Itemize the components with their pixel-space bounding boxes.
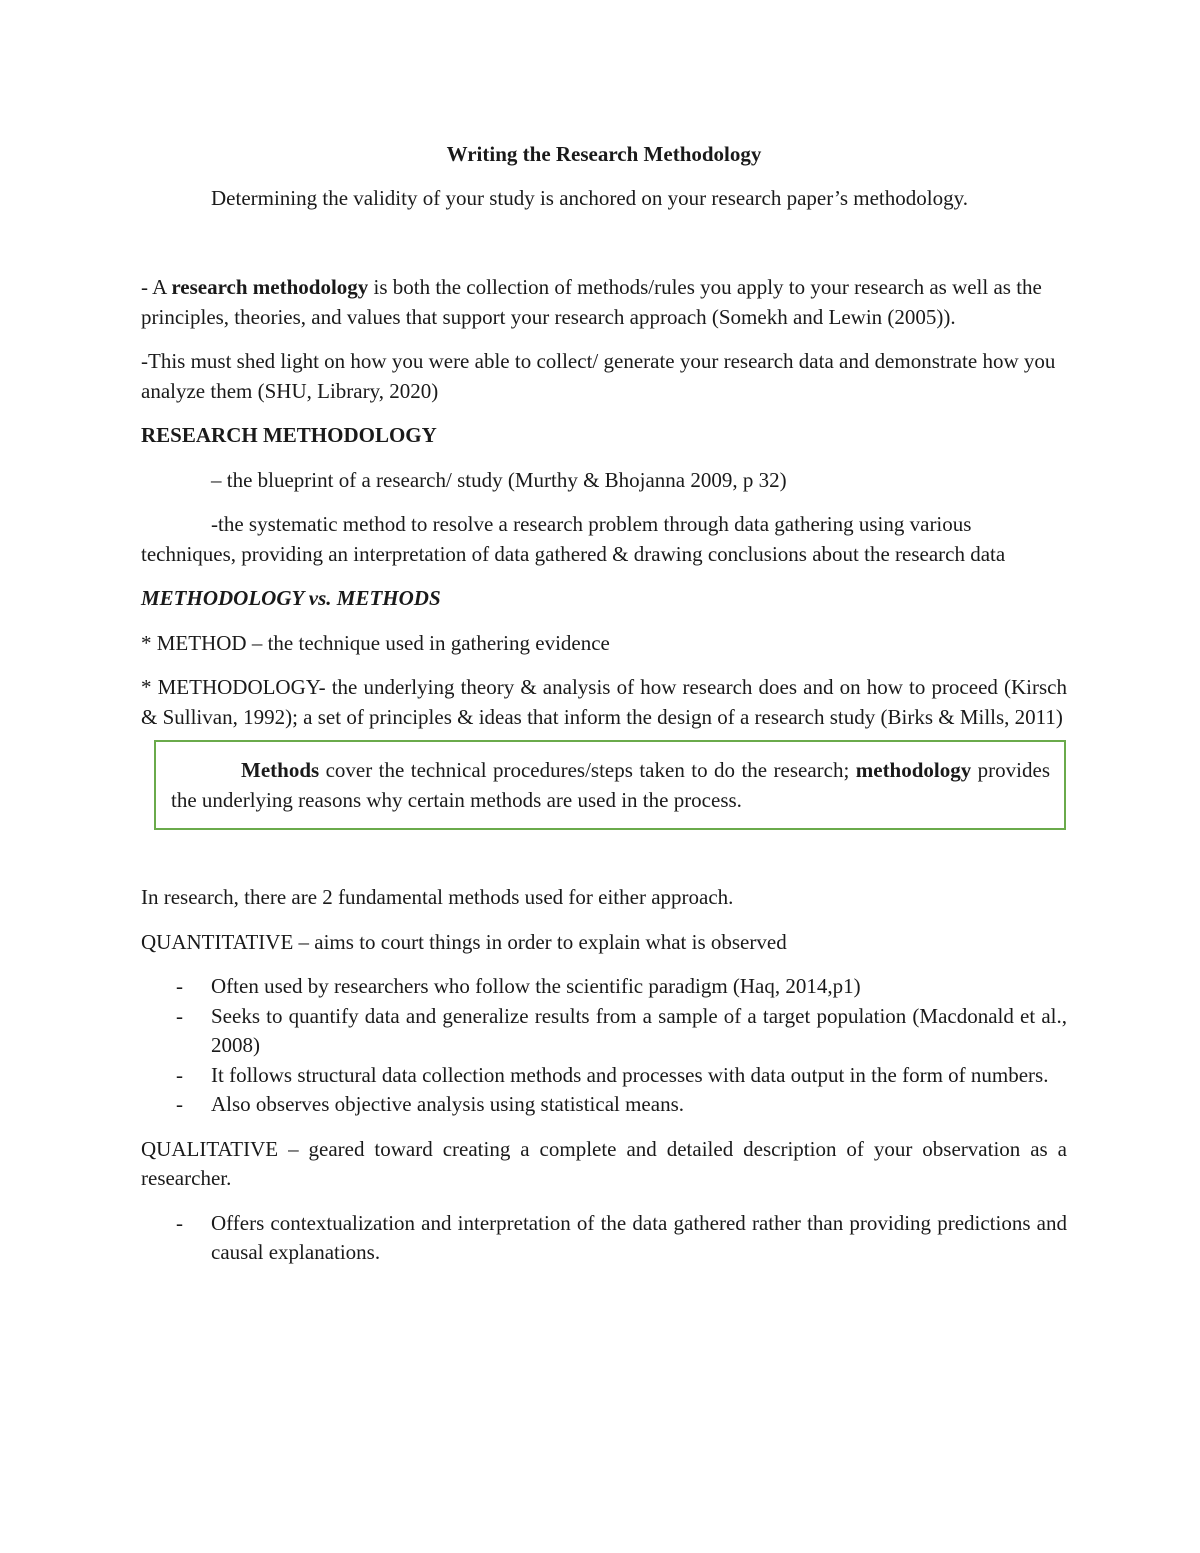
methodology-definition: * METHODOLOGY- the underlying theory & analysis of how research does and on how to proceed (Kirsch & Sullivan, 1992); a set of principles & ideas that inform the design of a research study (Birks & Mills, 2011)	[141, 675, 1067, 729]
list-item-text: Offers contextualization and interpretation of the data gathered rather than providing predictions and causal explanations.	[211, 1210, 1067, 1264]
callout-text-part2: provides the underlying reasons why certain methods are used in the process.	[171, 758, 1050, 812]
document-title: Writing the Research Methodology	[446, 142, 762, 166]
para1-prefix: - A	[141, 275, 172, 299]
dash-marker: -	[176, 1062, 183, 1087]
document-page	[141, 140, 1067, 1283]
callout-text	[171, 756, 1050, 815]
list-item	[141, 1090, 1067, 1120]
qualitative-lead: QUALITATIVE – geared toward creating a complete and detailed description of your observation as a researcher.	[141, 1136, 1067, 1190]
methodology-definition-paragraph	[141, 273, 1067, 332]
systematic-method-definition: -the systematic method to resolve a research problem through data gathering using various techniques, providing an interpretation of data gathered & drawing conclusions about the research data	[141, 512, 1006, 566]
quantitative-lead: QUANTITATIVE – aims to court things in order to explain what is observed	[141, 929, 787, 954]
callout-text-part1: cover the technical procedures/steps taken to do the research;	[319, 758, 856, 782]
research-methodology-heading: RESEARCH METHODOLOGY	[141, 423, 437, 447]
list-item-text: Also observes objective analysis using statistical means.	[211, 1092, 684, 1116]
dash-marker: -	[176, 1003, 183, 1028]
method-definition: * METHOD – the technique used in gathering evidence	[141, 630, 610, 655]
fundamental-methods-paragraph: In research, there are 2 fundamental methods used for either approach.	[141, 885, 734, 909]
list-item-text: Often used by researchers who follow the scientific paradigm (Haq, 2014,p1)	[211, 974, 861, 998]
list-item	[141, 1002, 1067, 1061]
methods-methodology-callout	[154, 740, 1066, 830]
dash-marker: -	[176, 974, 183, 998]
dash-marker: -	[176, 1092, 183, 1116]
list-item-text: It follows structural data collection methods and processes with data output in the form of numbers.	[211, 1062, 1049, 1087]
list-item-text: Seeks to quantify data and generalize results from a sample of a target population (Macdonald et al., 2008)	[211, 1003, 1067, 1057]
blueprint-definition: – the blueprint of a research/ study (Murthy & Bhojanna 2009, p 32)	[211, 467, 787, 492]
callout-methodology-term: methodology	[855, 758, 972, 782]
list-item	[141, 1209, 1067, 1268]
dash-marker: -	[176, 1210, 183, 1235]
para1-rest: is both the collection of methods/rules you apply to your research as well as the principles, theories, and values that support your research approach (Somekh and Lewin (2005)).	[141, 275, 1042, 329]
callout-methods-term: Methods	[241, 758, 320, 782]
quantitative-list	[141, 972, 1067, 1120]
research-methodology-term: research methodology	[171, 275, 369, 299]
shed-light-paragraph: -This must shed light on how you were able to collect/ generate your research data and demonstrate how you analyze them (SHU, Library, 2020)	[141, 349, 1056, 403]
list-item	[141, 972, 1067, 1002]
methodology-vs-methods-heading: METHODOLOGY vs. METHODS	[141, 586, 441, 610]
intro-paragraph: Determining the validity of your study is anchored on your research paper’s methodology.	[211, 185, 968, 210]
list-item	[141, 1061, 1067, 1091]
qualitative-list	[141, 1209, 1067, 1268]
